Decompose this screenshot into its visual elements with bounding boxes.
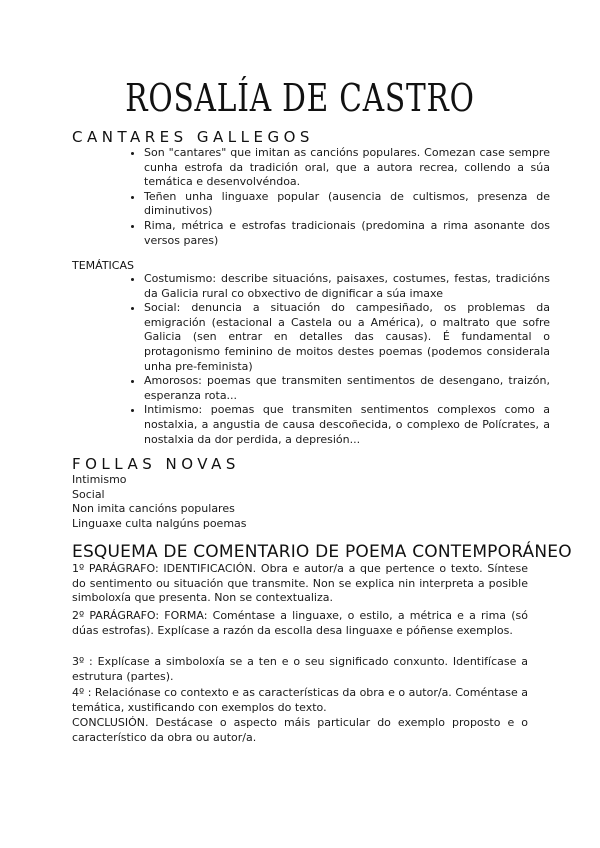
list-item: • Costumismo: describe situacións, paisaxes, costumes, festas, tradicións da Galicia rural co obxectivo de dignificar a súa imaxe <box>144 272 550 301</box>
tematicas-list <box>120 272 550 447</box>
list-item: Linguaxe culta nalgúns poemas <box>72 516 247 530</box>
list-item: • Son "cantares" que imitan as cancións populares. Comezan case sempre cunha estrofa da tradición oral, que a autora recrea, collendo a súa temática e desenvolvéndoa. <box>144 146 550 190</box>
paragraph-3: 3º : Explícase a simboloxía se a ten e o seu significado conxunto. Identifícase a estrutura (partes). <box>72 655 528 683</box>
paragraph-4: 4º : Relaciónase co contexto e as características da obra e o autor/a. Coméntase a temática, xustificando con exemplos do texto. <box>72 686 528 714</box>
list-item: • Amorosos: poemas que transmiten sentimentos de desengano, traizón, esperanza rota... <box>144 374 550 403</box>
section-heading-cantares: CANTARES GALLEGOS <box>72 128 314 146</box>
paragraph-1: 1º PARÁGRAFO: IDENTIFICACIÓN. Obra e autor/a a que pertence o texto. Síntese do sentimento ou situación que transmite. Non se explica nin interpreta a posible simboloxía que presenta. Non se contextualiza. <box>72 562 528 605</box>
section-heading-esquema: ESQUEMA DE COMENTARIO DE POEMA CONTEMPORÁNEO <box>72 542 572 562</box>
list-item: • Social: denuncia a situación do campesiñado, os problemas da emigración (estacional a Castela ou a América), o maltrato que sofre Galicia (sen entrar en detalles das causas). É fundamental o protagonismo feminino de moitos destes poemas (podemos considerala unha pre-feminista) <box>144 301 550 374</box>
follas-lines <box>72 473 532 531</box>
list-item: Non imita cancións populares <box>72 502 235 516</box>
paragraph-conclusion: CONCLUSIÓN. Destácase o aspecto máis particular do exemplo proposto e o característico da obra ou autor/a. <box>72 716 528 744</box>
cantares-list <box>120 146 550 248</box>
list-item: • Rima, métrica e estrofas tradicionais (predomina a rima asonante dos versos pares) <box>144 219 550 248</box>
list-item: • Teñen unha linguaxe popular (ausencia de cultismos, presenza de diminutivos) <box>144 190 550 219</box>
list-item: • Intimismo: poemas que transmiten sentimentos complexos como a nostalxia, a angustia de causa descoñecida, o complexo de Polícrates, a nostalxia da dor perdida, a depresión... <box>144 403 550 447</box>
section-heading-tematicas: TEMÁTICAS <box>72 259 134 272</box>
list-item: Intimismo <box>72 473 127 486</box>
section-heading-follas: FOLLAS NOVAS <box>72 455 240 473</box>
list-item: Social <box>72 487 105 501</box>
paragraph-2: 2º PARÁGRAFO: FORMA: Coméntase a linguaxe, o estilo, a métrica e a rima (só dúas estrofas). Explícase a razón da escolla desa linguaxe e póñense exemplos. <box>72 609 528 637</box>
page-title: ROSALÍA DE CASTRO <box>125 76 475 120</box>
